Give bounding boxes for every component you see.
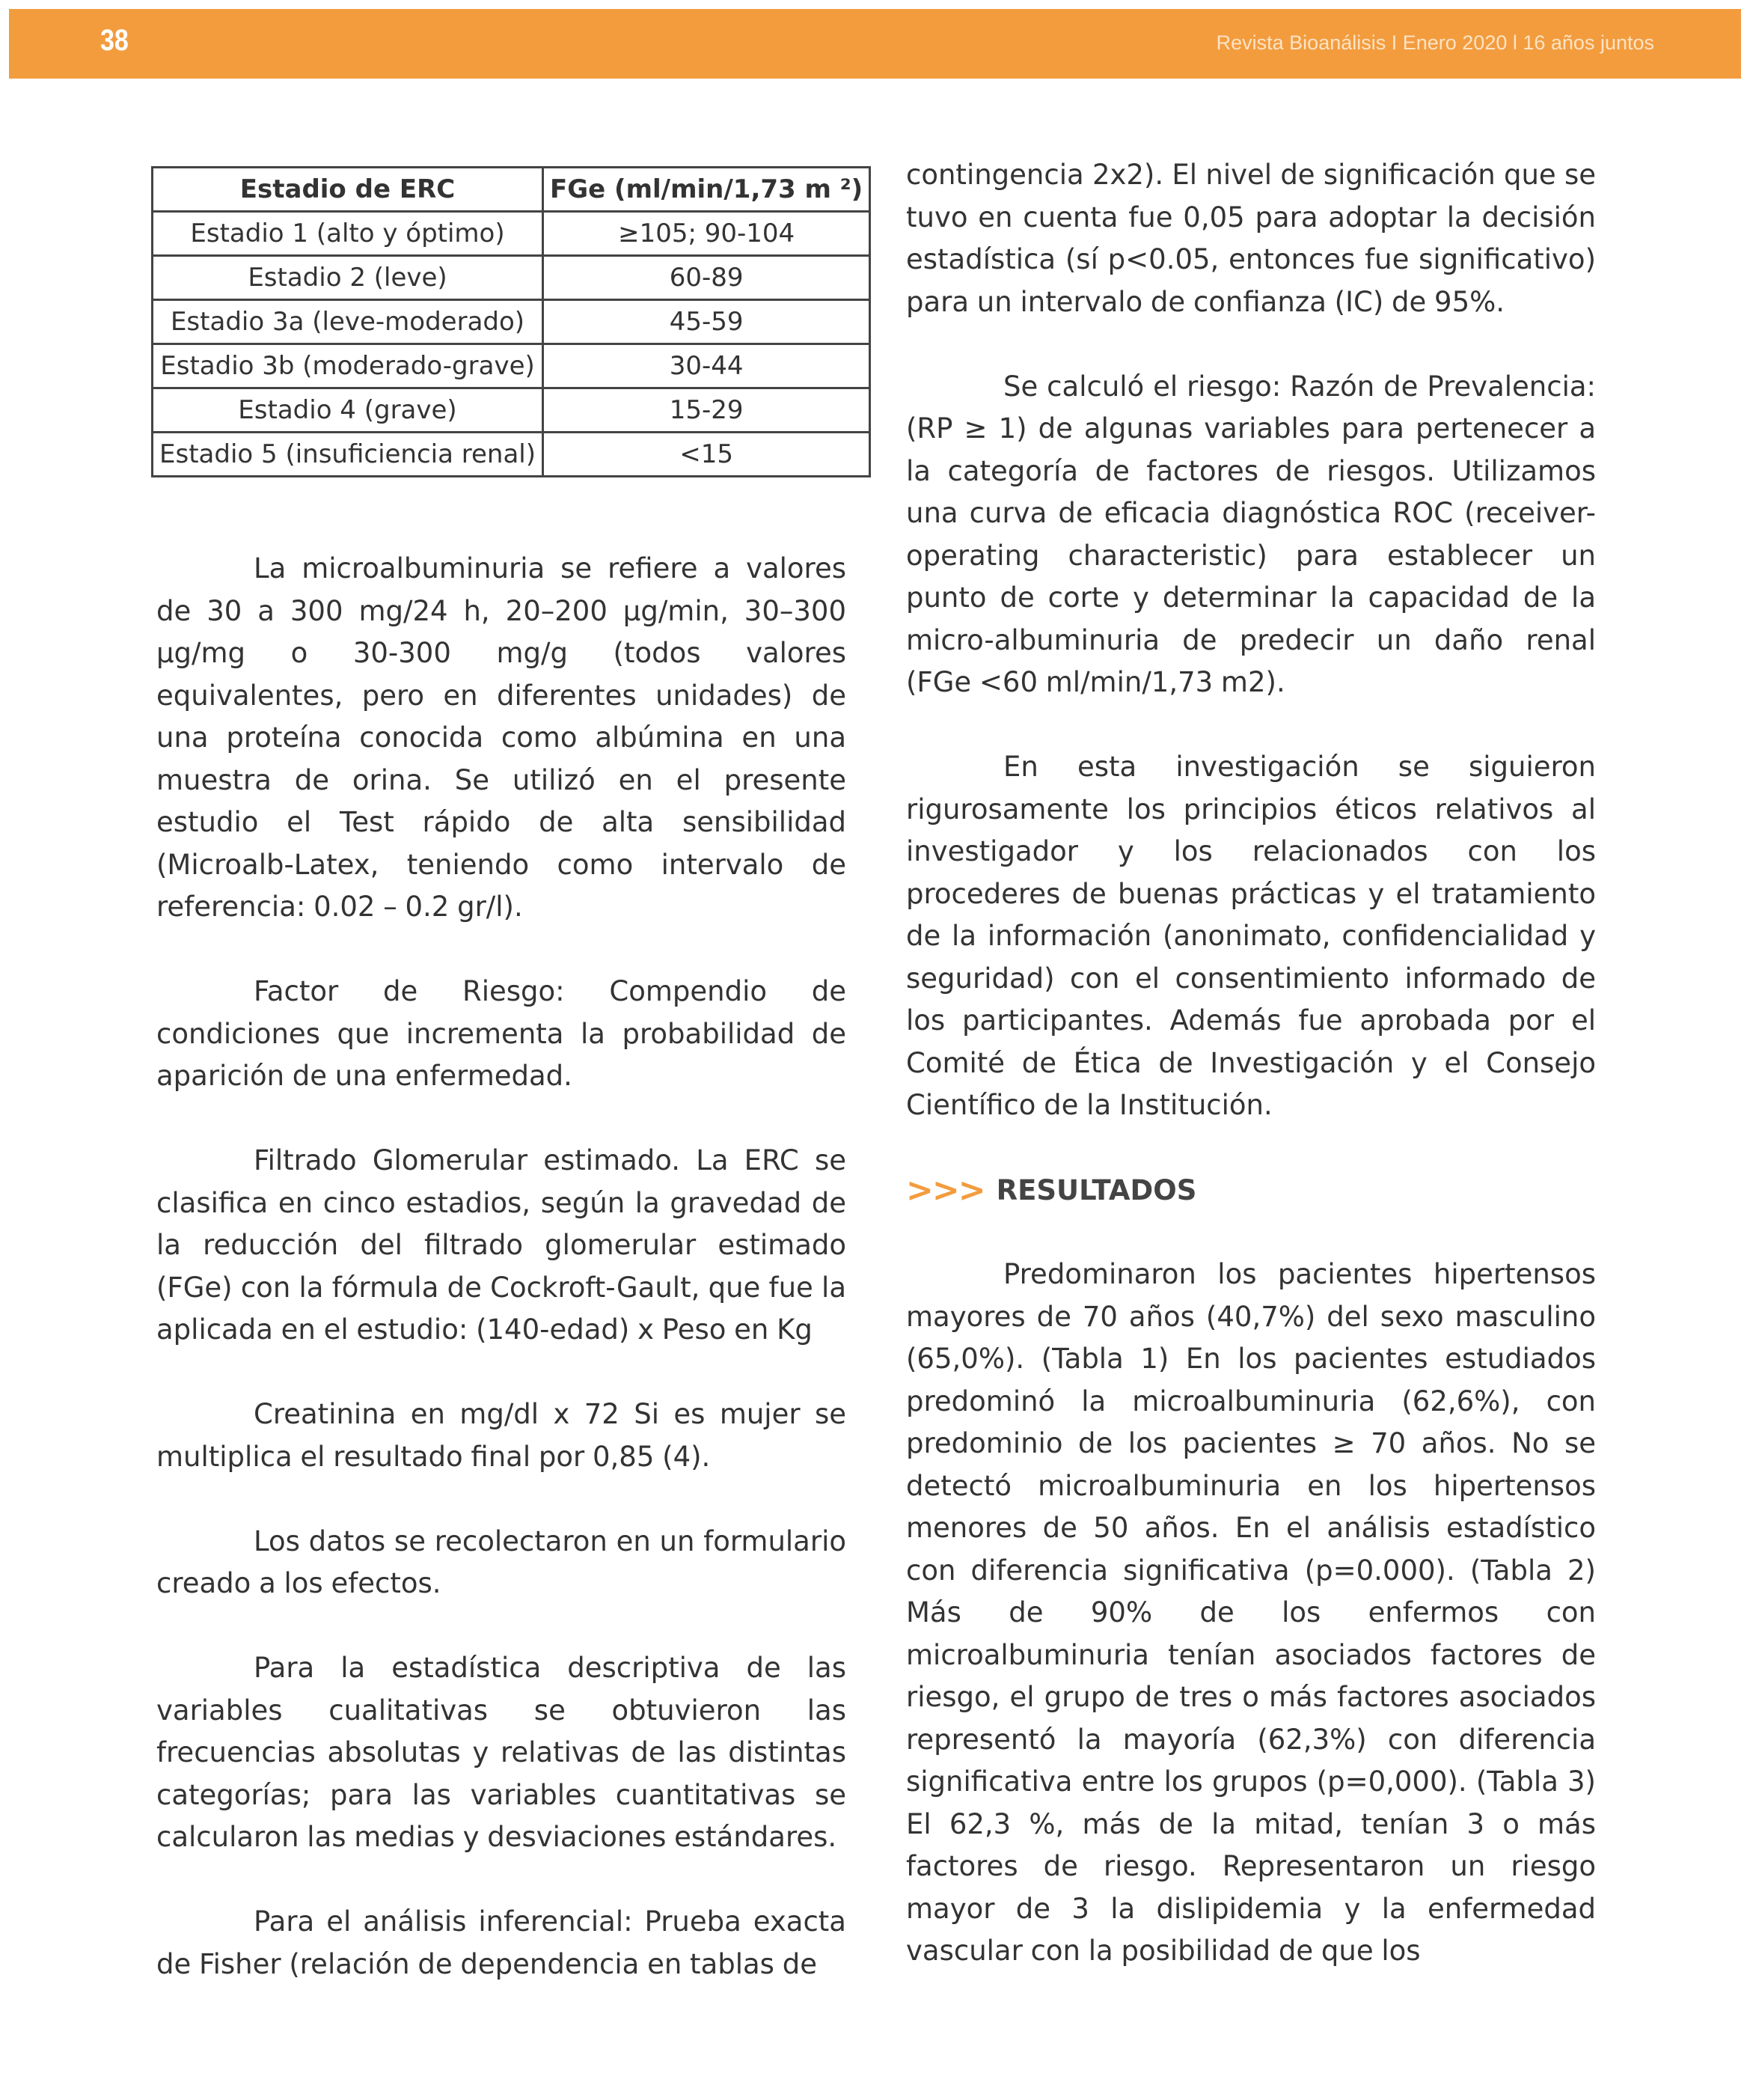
table-cell: Estadio 5 (insuficiencia renal)	[153, 433, 543, 477]
table-header-cell: FGe (ml/min/1,73 m ²)	[543, 168, 870, 212]
table-cell: Estadio 3a (leve-moderado)	[153, 300, 543, 344]
table-row	[153, 212, 870, 256]
table-header-cell: Estadio de ERC	[153, 168, 543, 212]
table-row	[153, 388, 870, 433]
table-cell: 30-44	[543, 344, 870, 388]
chevron-marker-icon: >>>	[906, 1170, 985, 1209]
table-cell: Estadio 3b (moderado-grave)	[153, 344, 543, 388]
left-text-column	[156, 548, 846, 2028]
table-cell: Estadio 1 (alto y óptimo)	[153, 212, 543, 256]
body-paragraph: Los datos se recolectaron en un formulario creado a los efectos.	[156, 1524, 846, 1599]
body-paragraph: Para la estadística descriptiva de las variables cualitativas se obtuvieron las frecuencias absolutas y relativas de las distintas categorías; para las variables cuantitativas se calcularon las medias y desviaciones estándares.	[156, 1652, 846, 1853]
section-heading	[906, 1169, 1596, 1212]
erc-stages-table	[151, 166, 871, 477]
body-paragraph-continuation: contingencia 2x2). El nivel de significación que se tuvo en cuenta fue 0,05 para adoptar la decisión estadística (sí p<0.05, entonces fue significativo) para un intervalo de confianza (IC) de 95%.	[906, 159, 1596, 318]
table-row	[153, 256, 870, 300]
table-cell: 45-59	[543, 300, 870, 344]
body-paragraph: Predominaron los pacientes hipertensos mayores de 70 años (40,7%) del sexo masculino (65,0%). (Tabla 1) En los pacientes estudiados predominó la microalbuminuria (62,6%), con predominio de los pacientes ≥ 70 años. No se detectó microalbuminuria en los hipertensos menores de 50 años. En el análisis estadístico con diferencia significativa (p=0.000). (Tabla 2) Más de 90% de los enfermos con microalbuminuria tenían asociados factores de riesgo, el grupo de tres o más factores asociados representó la mayoría (62,3%) con diferencia significativa entre los grupos (p=0,000). (Tabla 3) El 62,3 %, más de la mitad, tenían 3 o más factores de riesgo. Representaron un riesgo mayor de 3 la dislipidemia y la enfermedad vascular con la posibilidad de que los	[906, 1258, 1596, 1967]
table-cell: <15	[543, 433, 870, 477]
section-title: RESULTADOS	[996, 1173, 1197, 1206]
body-paragraph: Se calculó el riesgo: Razón de Prevalencia: (RP ≥ 1) de algunas variables para pertenecer a la categoría de factores de riesgos. Utilizamos una curva de eficacia diagnóstica ROC (receiver-operating characteristic) para establecer un punto de corte y determinar la capacidad de la micro-albuminuria de predecir un daño renal (FGe <60 ml/min/1,73 m2).	[906, 370, 1596, 698]
table-header-row	[153, 168, 870, 212]
table-cell: Estadio 4 (grave)	[153, 388, 543, 433]
body-paragraph: La microalbuminuria se refiere a valores de 30 a 300 mg/24 h, 20–200 μg/min, 30–300 μg/mg o 30-300 mg/g (todos valores equivalentes, pero en diferentes unidades) de una proteína conocida como albúmina en una muestra de orina. Se utilizó en el presente estudio el Test rápido de alta sensibilidad (Microalb-Latex, teniendo como intervalo de referencia: 0.02 – 0.2 gr/l).	[156, 552, 846, 923]
page-header-bar	[9, 9, 1741, 79]
table-cell: ≥105; 90-104	[543, 212, 870, 256]
table-cell: 60-89	[543, 256, 870, 300]
table-row	[153, 433, 870, 477]
table-row	[153, 300, 870, 344]
table-cell: 15-29	[543, 388, 870, 433]
body-paragraph: Creatinina en mg/dl x 72 Si es mujer se multiplica el resultado final por 0,85 (4).	[156, 1398, 846, 1473]
table-cell: Estadio 2 (leve)	[153, 256, 543, 300]
body-paragraph: En esta investigación se siguieron rigurosamente los principios éticos relativos al investigador y los relacionados con los procederes de buenas prácticas y el tratamiento de la información (anonimato, confidencialidad y seguridad) con el consentimiento informado de los participantes. Además fue aprobada por el Comité de Ética de Investigación y el Consejo Científico de la Institución.	[906, 751, 1596, 1121]
right-text-column	[906, 154, 1596, 2015]
body-paragraph: Factor de Riesgo: Compendio de condiciones que incrementa la probabilidad de aparición de una enfermedad.	[156, 975, 846, 1092]
page-number: 38	[100, 24, 129, 57]
table-row	[153, 344, 870, 388]
running-head: Revista Bioanálisis I Enero 2020 l 16 años juntos	[1216, 31, 1654, 54]
body-paragraph: Filtrado Glomerular estimado. La ERC se clasifica en cinco estadios, según la gravedad de la reducción del filtrado glomerular estimado (FGe) con la fórmula de Cockroft-Gault, que fue la aplicada en el estudio: (140-edad) x Peso en Kg	[156, 1144, 846, 1346]
body-paragraph: Para el análisis inferencial: Prueba exacta de Fisher (relación de dependencia en tablas de	[156, 1905, 846, 1980]
